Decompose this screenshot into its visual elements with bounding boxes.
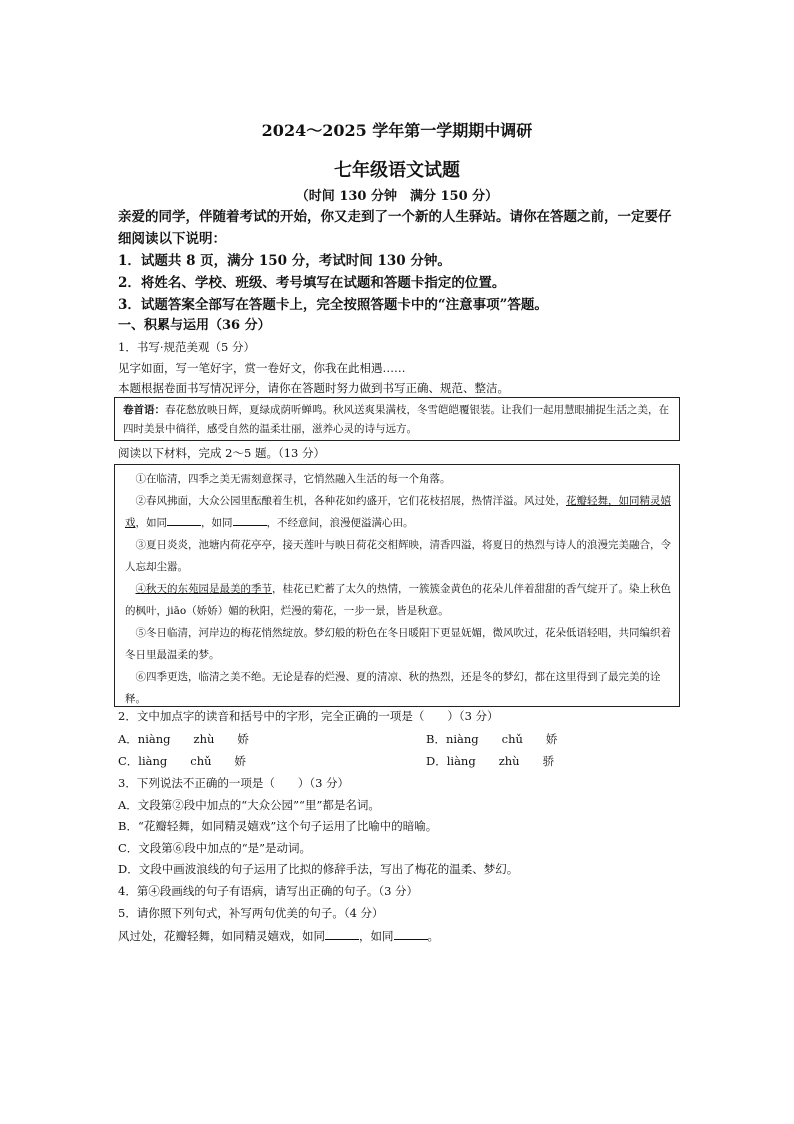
q3-stem: 3．下列说法不正确的一项是（ ）（3 分） [118, 776, 350, 790]
q1-title: 1．书写·规范美观（5 分） [118, 340, 255, 354]
preface-box [114, 397, 680, 441]
q2-option-a: A．niàng zhù 娇 [118, 732, 249, 746]
passage-p5: ⑤冬日临清，河岸边的梅花悄然绽放。梦幻般的粉色在冬日暖阳下更显妩媚，微风吹过，花朵低语轻唱，共同编织着冬日里最温柔的梦。 [125, 627, 671, 661]
q5-sentence: 风过处，花瓣轻舞，如同精灵嬉戏，如同 ，如同 。 [118, 929, 439, 943]
passage-p2: ②春风拂面，大众公园里酝酿着生机，各种花如约盛开，它们花枝招展，热情洋溢。风过处，花瓣轻舞，如同精灵嬉戏，如同 ，如同 ，不经意间，浪漫便溢满心田。 [125, 495, 671, 529]
blank-1 [167, 513, 201, 526]
q2-stem: 2．文中加点字的读音和括号中的字形，完全正确的一项是（ ）（3 分） [118, 709, 499, 723]
exam-duration: （时间 130 分钟 满分 150 分） [295, 189, 499, 204]
intro-note-1: 1．试题共 8 页，满分 150 分，考试时间 130 分钟。 [118, 253, 451, 269]
q3-option-d: D．文段中画波浪线的句子运用了比拟的修辞手法，写出了梅花的温柔、梦幻。 [118, 862, 519, 876]
q5-blank-1 [325, 927, 359, 940]
exam-title: 2024～2025 学年第一学期期中调研 [261, 121, 533, 140]
preface-label: 卷首语： [123, 404, 165, 416]
q5-blank-2 [394, 927, 428, 940]
intro-note-2: 2．将姓名、学校、班级、考号填写在试题和答题卡指定的位置。 [118, 275, 506, 291]
intro-greeting: 亲爱的同学，伴随着考试的开始，你又走到了一个新的人生驿站。请你在答题之前，一定要仔细阅读以下说明： [118, 209, 672, 247]
q4-stem: 4．第④段画线的句子有语病，请写出正确的句子。（3 分） [118, 884, 419, 898]
passage-p4-underlined: ④秋天的东苑园是最美的季节 [135, 583, 272, 595]
passage-p3: ③夏日炎炎，池塘内荷花亭亭，接天莲叶与映日荷花交相辉映，清香四溢，将夏日的热烈与诗人的浪漫完美融合，令人忘却尘嚣。 [125, 539, 671, 573]
passage-p4: ④秋天的东苑园是最美的季节，桂花已贮蓄了太久的热情，一簇簇金黄色的花朵儿伴着甜甜的香气绽开了。染上秋色的枫叶，jiāo（娇娇）媚的秋阳，烂漫的菊花，一步一景，皆是秋意。 [125, 583, 671, 617]
passage-p6: ⑥四季更迭，临清之美不绝。无论是春的烂漫、夏的清凉、秋的热烈，还是冬的梦幻，都在这里得到了最完美的诠释。 [125, 671, 661, 705]
reading-intro: 阅读以下材料，完成 2～5 题。（13 分） [118, 446, 325, 460]
q2-option-b: B．niàng chǔ 娇 [426, 732, 558, 746]
section-heading: 一、积累与运用（36 分） [118, 318, 271, 333]
q1-line-2: 本题根据卷面书写情况评分，请你在答题时努力做到书写正确、规范、整洁。 [118, 381, 509, 395]
q1-line-1: 见字如面，写一笔好字，赏一卷好文，你我在此相遇…… [118, 361, 406, 375]
passage-p1: ①在临清，四季之美无需刻意探寻，它悄然融入生活的每一个角落。 [135, 473, 451, 485]
q3-option-b: B．“花瓣轻舞，如同精灵嬉戏”这个句子运用了比喻中的暗喻。 [118, 819, 438, 833]
passage-box [114, 464, 680, 707]
q2-option-c: C．liàng chǔ 娇 [118, 754, 247, 768]
preface-text: 春花愁放映日辉，夏绿成荫听蝉鸣。秋风送爽果满枝，冬雪皑皑覆银装。让我们一起用慧眼捕捉生活之美，在四时美景中徜徉，感受自然的温柔壮丽，滋养心灵的诗与远方。 [123, 404, 669, 435]
passage-p2-underlined: 花瓣轻舞，如同精灵嬉戏 [125, 495, 671, 529]
q3-option-a: A．文段第②段中加点的“大众公园”“里”都是名词。 [118, 798, 380, 812]
blank-2 [233, 513, 267, 526]
q2-option-d: D．liàng zhù 骄 [426, 754, 555, 768]
q5-stem: 5．请你照下列句式，补写两句优美的句子。（4 分） [118, 906, 384, 920]
exam-subject: 七年级语文试题 [334, 160, 460, 181]
intro-note-3: 3．试题答案全部写在答题卡上，完全按照答题卡中的“注意事项”答题。 [118, 297, 548, 313]
q3-option-c: C．文段第⑥段中加点的“是”是动词。 [118, 841, 312, 855]
